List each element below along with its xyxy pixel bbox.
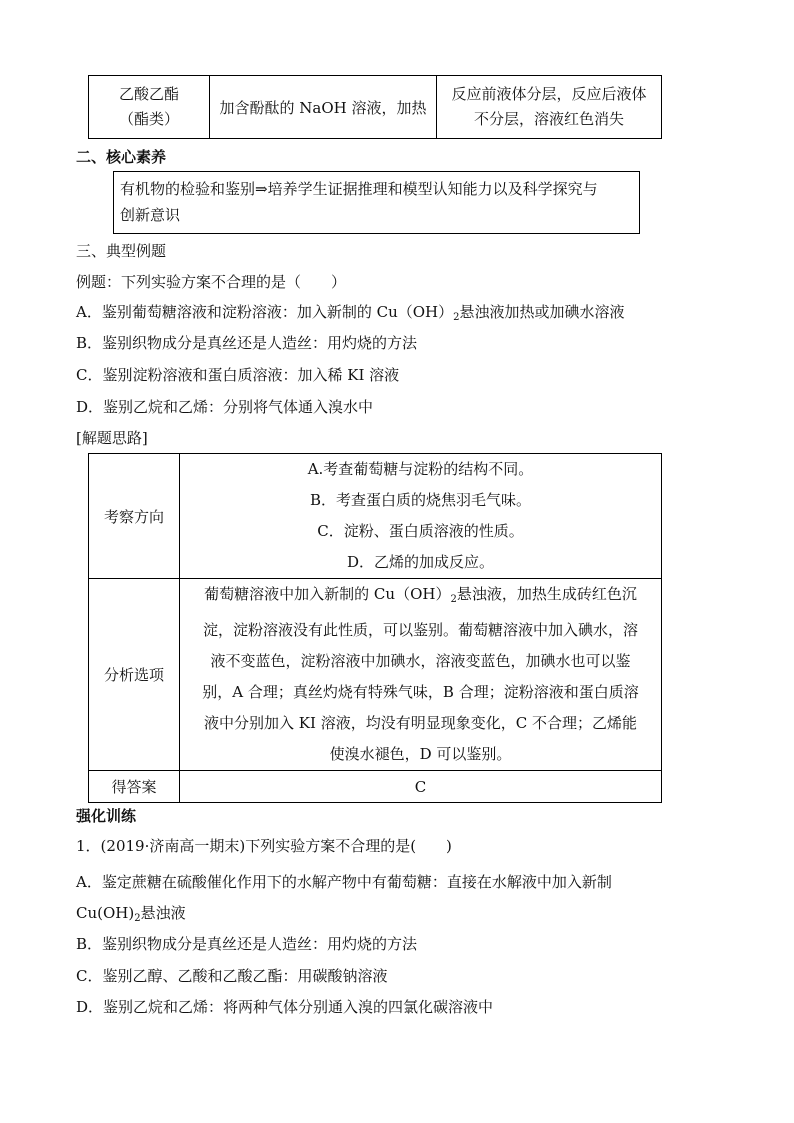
training-question-1: 1．(2019·济南高一期末)下列实验方案不合理的是( ) (76, 837, 452, 855)
analysis-label: [解题思路] (76, 429, 148, 447)
analysis-line-1: 葡萄糖溶液中加入新制的 $Cu(OH)_2$悬浊液，加热生成砖红色沉 (204, 585, 637, 605)
row-label-analysis: 分析选项 (89, 579, 180, 771)
direction-line-c: C．淀粉、蛋白质溶液的性质。 (317, 522, 524, 540)
training-option-b: B．鉴别织物成分是真丝还是人造丝：用灼烧的方法 (76, 935, 418, 953)
phenomenon-line-1: 反应前液体分层，反应后液体 (451, 85, 647, 103)
analysis-line-6: 使溴水褪色，D 可以鉴别。 (329, 745, 512, 763)
example-option-a: A．鉴别葡萄糖溶液和淀粉溶液：加入新制的 $Cu(OH)_2$悬浊液加热或加碘水溶液 (76, 303, 625, 323)
training-option-a-line-1: A．鉴定蔗糖在硫酸催化作用下的水解产物中有葡萄糖：直接在水解液中加入新制 (76, 873, 612, 891)
substance-class: （酯类） (118, 110, 179, 128)
training-option-a-line-2: $Cu(OH)_2$悬浊液 (76, 904, 186, 924)
core-literacy-box (113, 171, 640, 234)
top-table-cell-phenomenon (437, 76, 662, 139)
example-question: 例题：下列实验方案不合理的是（ ） (76, 273, 347, 291)
section-heading-core-literacy: 二、核心素养 (76, 148, 167, 166)
direction-line-d: D．乙烯的加成反应。 (346, 553, 495, 571)
substance-name: 乙酸乙酯 (118, 85, 179, 103)
direction-line-b: B．考查蛋白质的烧焦羽毛气味。 (309, 491, 532, 509)
section-heading-training: 强化训练 (76, 807, 137, 825)
section-heading-example: 三、典型例题 (76, 242, 167, 260)
row-content-analysis (180, 579, 662, 771)
example-option-b: B．鉴别织物成分是真丝还是人造丝：用灼烧的方法 (76, 334, 418, 352)
training-option-d: D．鉴别乙烷和乙烯：将两种气体分别通入溴的四氯化碳溶液中 (76, 998, 494, 1016)
phenomenon-line-2: 不分层，溶液红色消失 (473, 110, 624, 128)
row-label-answer: 得答案 (89, 771, 180, 803)
top-table-cell-reagent: 加含酚酞的 NaOH 溶液，加热 (210, 76, 437, 139)
training-option-c: C．鉴别乙醇、乙酸和乙酸乙酯：用碳酸钠溶液 (76, 967, 388, 985)
core-literacy-line-1: 有机物的检验和鉴别⇒培养学生证据推理和模型认知能力以及科学探究与 (120, 180, 598, 198)
top-table (88, 75, 662, 139)
top-table-cell-substance (89, 76, 210, 139)
analysis-line-2: 淀，淀粉溶液没有此性质，可以鉴别。葡萄糖溶液中加入碘水，溶 (202, 621, 638, 639)
example-option-d: D．鉴别乙烷和乙烯：分别将气体通入溴水中 (76, 398, 374, 416)
core-literacy-line-2: 创新意识 (120, 206, 181, 224)
analysis-line-3: 液不变蓝色，淀粉溶液中加碘水，溶液变蓝色，加碘水也可以鉴 (210, 652, 631, 670)
analysis-line-5: 液中分别加入 KI 溶液，均没有明显现象变化，C 不合理；乙烯能 (204, 714, 637, 732)
row-content-answer: C (180, 771, 662, 803)
direction-line-a: A.考查葡萄糖与淀粉的结构不同。 (307, 460, 534, 478)
analysis-table (88, 453, 662, 803)
analysis-line-4: 别，A 合理；真丝灼烧有特殊气味，B 合理；淀粉溶液和蛋白质溶 (202, 683, 639, 701)
example-option-c: C．鉴别淀粉溶液和蛋白质溶液：加入稀 KI 溶液 (76, 366, 400, 384)
row-content-direction (180, 454, 662, 579)
row-label-direction: 考察方向 (89, 454, 180, 579)
